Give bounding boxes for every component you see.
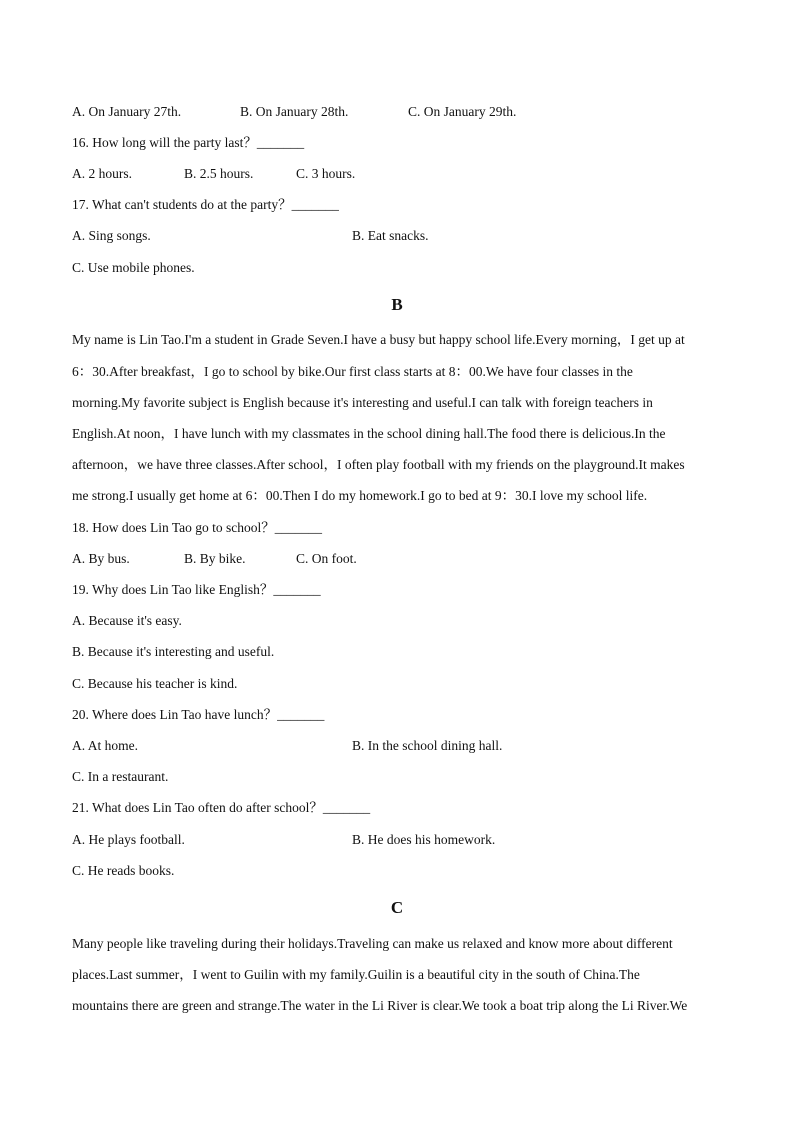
q15-option-c: C. On January 29th.: [408, 104, 517, 119]
document-page: [72, 0, 722, 1123]
q21-stem: 21. What does Lin Tao often do after school？_______: [72, 800, 371, 815]
q19-stem: 19. Why does Lin Tao like English？_______: [72, 582, 321, 597]
passage-b-line: afternoon，we have three classes.After school，I often play football with my friends on the playground.It makes: [72, 457, 685, 472]
q17-stem: 17. What can't students do at the party？_______: [72, 197, 339, 212]
q18-stem: 18. How does Lin Tao go to school？_______: [72, 520, 323, 535]
passage-c-line: mountains there are green and strange.The water in the Li River is clear.We took a boat trip along the Li River.We: [72, 998, 688, 1013]
q20-option-b: B. In the school dining hall.: [352, 738, 503, 753]
passage-b-line: me strong.I usually get home at 6：00.Then I do my homework.I go to bed at 9：30.I love my school life.: [72, 488, 648, 503]
passage-c-line: Many people like traveling during their holidays.Traveling can make us relaxed and know more about different: [72, 936, 673, 951]
q16-option-b: B. 2.5 hours.: [184, 166, 254, 181]
q16-option-c: C. 3 hours.: [296, 166, 356, 181]
q21-option-b: B. He does his homework.: [352, 832, 496, 847]
q15-option-a: A. On January 27th.: [72, 104, 182, 119]
q20-stem: 20. Where does Lin Tao have lunch？_______: [72, 707, 325, 722]
q20-option-a: A. At home.: [72, 738, 138, 753]
q17-option-b: B. Eat snacks.: [352, 228, 429, 243]
section-b-heading: B: [391, 295, 403, 314]
passage-b-line: 6：30.After breakfast，I go to school by bike.Our first class starts at 8：00.We have four classes in the: [72, 364, 633, 379]
q16-option-a: A. 2 hours.: [72, 166, 132, 181]
passage-b-line: morning.My favorite subject is English because it's interesting and useful.I can talk with foreign teachers in: [72, 395, 653, 410]
q19-option-a: A. Because it's easy.: [72, 613, 182, 628]
passage-b-line: My name is Lin Tao.I'm a student in Grade Seven.I have a busy but happy school life.Every morning，I get up at: [72, 332, 685, 347]
passage-c-line: places.Last summer，I went to Guilin with my family.Guilin is a beautiful city in the south of China.The: [72, 967, 640, 982]
q17-option-c: C. Use mobile phones.: [72, 260, 195, 275]
q21-option-a: A. He plays football.: [72, 832, 185, 847]
q16-stem: 16. How long will the party last？_______: [72, 135, 305, 150]
q18-option-b: B. By bike.: [184, 551, 246, 566]
section-c-heading: C: [390, 898, 404, 917]
q18-option-c: C. On foot.: [296, 551, 357, 566]
q19-option-b: B. Because it's interesting and useful.: [72, 644, 275, 659]
q15-option-b: B. On January 28th.: [240, 104, 349, 119]
q21-option-c: C. He reads books.: [72, 863, 175, 878]
q17-option-a: A. Sing songs.: [72, 228, 151, 243]
q19-option-c: C. Because his teacher is kind.: [72, 676, 238, 691]
passage-b-line: English.At noon，I have lunch with my classmates in the school dining hall.The food there is delicious.In the: [72, 426, 666, 441]
q20-option-c: C. In a restaurant.: [72, 769, 169, 784]
q18-option-a: A. By bus.: [72, 551, 130, 566]
